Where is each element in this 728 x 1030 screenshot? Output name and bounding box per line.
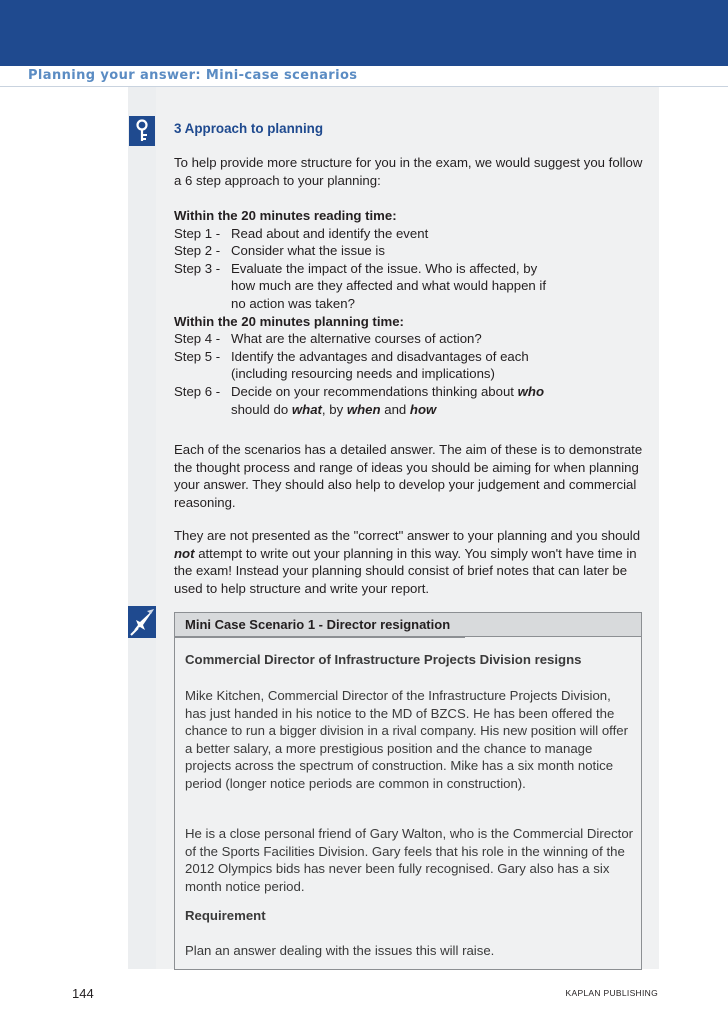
publisher-name: KAPLAN PUBLISHING (565, 988, 658, 998)
step-text: What are the alternative courses of action? (231, 331, 482, 347)
mini-case-box (174, 612, 642, 970)
step-text: Identify the advantages and disadvantages of each (including resourcing needs and implications) (231, 348, 529, 382)
step-4 (174, 330, 644, 348)
step-5 (174, 348, 644, 383)
step-label: Step 3 - (174, 260, 221, 276)
step-3 (174, 260, 644, 313)
emphasis-what: what (291, 401, 322, 417)
emphasis-when: when (346, 401, 381, 417)
mini-case-header (175, 613, 641, 637)
intro-paragraph: To help provide more structure for you in the exam, we would suggest you follow a 6 step approach to your planning: (174, 155, 643, 188)
header-band (0, 0, 728, 66)
step-text: Consider what the issue is (231, 243, 385, 259)
case-headline: Commercial Director of Infrastructure Projects Division resigns (185, 652, 582, 667)
case-paragraph-1: Mike Kitchen, Commercial Director of the Infrastructure Projects Division, has just handed in his notice to the MD of BZCS. He has been offered the chance to run a bigger division in a rival company. His new position will offer a better salary, a more prestigious position and the chance to manage projects across the spectrum of construction. Mike has a six month notice period (longer notice periods are common in construction). (185, 688, 628, 791)
step-6-text: Decide on your recommendations thinking about (231, 383, 514, 399)
step-text (231, 383, 561, 418)
requirement-heading: Requirement (185, 908, 266, 923)
paragraph-not-correct (174, 527, 644, 597)
scenarios-paragraph: Each of the scenarios has a detailed answer. The aim of these is to demonstrate the thought process and range of ideas you should be aiming for when planning your answer. They should also help to develop your judgement and commercial reasoning. (174, 442, 643, 510)
step-label: Step 1 - (174, 225, 221, 241)
key-icon (129, 116, 155, 146)
emphasis-how: how (409, 401, 437, 417)
mini-case-title: Mini Case Scenario 1 - Director resignation (185, 617, 451, 632)
para2-end: attempt to write out your planning in this way. You simply won't have time in the exam! Instead your planning should consist of brief notes that can later be used to help structure and write your report. (174, 545, 637, 596)
step-label: Step 4 - (174, 331, 221, 347)
case-paragraph-2: He is a close personal friend of Gary Walton, who is the Commercial Director of the Sports Facilities Division. Gary feels that his role in the winning of the 2012 Olympics bids has never been fully recognised. Gary also has a six month notice period. (185, 826, 634, 894)
planning-time-heading: Within the 20 minutes planning time: (174, 313, 404, 329)
page-number: 144 (72, 986, 94, 1001)
step-6 (174, 383, 644, 418)
para2-start: They are not presented as the "correct" answer to your planning and you should (174, 528, 641, 543)
step-1 (174, 225, 644, 243)
mini-case-title-rule (175, 637, 465, 638)
step-label: Step 6 - (174, 383, 221, 399)
step-6-should-do: should do (231, 401, 289, 417)
margin-panel (128, 87, 156, 969)
section-intro (174, 154, 644, 189)
step-6-by: , by (321, 401, 344, 417)
step-2 (174, 242, 644, 260)
rocket-icon (128, 606, 156, 638)
not-correct-paragraph (174, 527, 644, 597)
steps-block (174, 207, 644, 418)
emphasis-who: who (517, 383, 545, 399)
step-text: Read about and identify the event (231, 225, 429, 241)
emphasis-not: not (174, 545, 195, 561)
paragraph-scenarios (174, 441, 644, 511)
requirement-text: Plan an answer dealing with the issues this will raise. (185, 943, 495, 958)
section-title: 3 Approach to planning (174, 121, 324, 136)
step-label: Step 5 - (174, 348, 221, 364)
reading-time-heading: Within the 20 minutes reading time: (174, 208, 397, 223)
running-header: Planning your answer: Mini-case scenarios (28, 68, 358, 83)
step-6-and: and (384, 401, 407, 417)
step-text: Evaluate the impact of the issue. Who is affected, by how much are they affected and what would happen if no action was taken? (231, 260, 546, 311)
step-label: Step 2 - (174, 243, 221, 259)
